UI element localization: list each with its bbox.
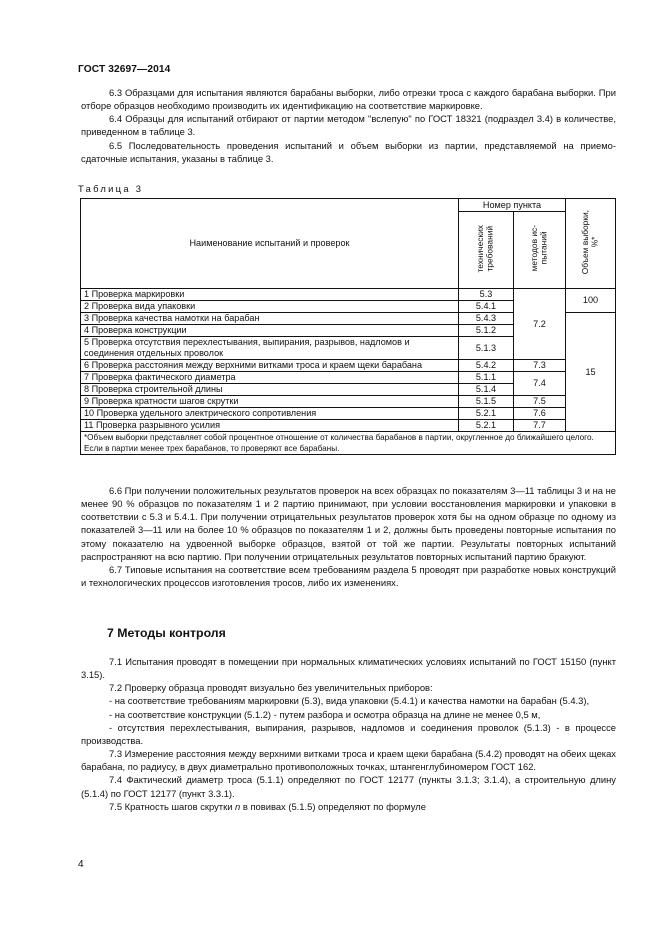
row-req: 5.4.1 [459,301,514,313]
row-name: 3 Проверка качества намотки на барабан [81,313,459,325]
paragraph-6-5: 6.5 Последовательность проведения испытаний и объем выборки из партии, представляемой на приемо-сдаточные испытания, указаны в таблице 3. [81,139,616,164]
page-number: 4 [78,859,84,870]
table-caption: Таблица 3 [78,183,144,194]
row-name: 1 Проверка маркировки [81,289,459,301]
row-name: 6 Проверка расстояния между верхними витками троса и краем щеки барабана [81,360,459,372]
row-req: 5.1.2 [459,325,514,337]
row-req: 5.1.1 [459,372,514,384]
row-name: 4 Проверка конструкции [81,325,459,337]
document-header: ГОСТ 32697—2014 [78,64,171,75]
row-method: 7.4 [514,372,566,396]
header-name-cell: Наименование испытаний и проверок [81,199,459,289]
paragraph-6-4: 6.4 Образцы для испытаний отбирают от партии методом "вслепую" по ГОСТ 18321 (подраздел 3.4) в количестве, приведенном в таблице 3. [81,113,616,138]
row-req: 5.1.5 [459,396,514,408]
table-row [81,420,616,432]
paragraph-6-6: 6.6 При получении положительных результатов проверок на всех образцах по показателям 3—11 таблицы 3 и на не менее 90 % образцов по показателям 1 и 2 партию принимают, при условии восстановления маркировки и упаковки в соответствии с 5.3 и 5.4.1. При получении отрицательных результатов проверок хотя бы на одном образце по одному из показателей 3—11 или на более 10 % образцов по показателям 1 и 2, должны быть проведены повторные испытания по этому показателю на удвоенной выборке образцов, взятой от той же партии. Результаты повторных испытаний распространяют на всю партию. При получении отрицательных результатов повторных испытаний партию бракуют. [81,485,616,562]
header-method-label: методов ис- пытаний [528,225,549,272]
header-req-label: технических требований [475,224,495,273]
row-name: 5 Проверка отсутствия перехлестывания, выпирания, разрывов, надломов и соединения отдельных проволок [81,337,459,360]
table-footnote: *Объем выборки представляет собой процентное отношение от количества барабанов в партии, округленное до ближайшего целого. Если в партии менее трех барабанов, то проверяют все барабаны. [81,432,616,455]
row-req: 5.3 [459,289,514,301]
paragraph-7-5 [81,800,616,813]
header-volume-label: Объем выборки, %* [579,209,600,275]
row-name: 8 Проверка строительной длины [81,384,459,396]
row-name: 11 Проверка разрывного усилия [81,420,459,432]
row-req: 5.4.2 [459,360,514,372]
row-volume: 15 [566,313,616,432]
paragraph-7-1: 7.1 Испытания проводят в помещении при нормальных климатических условиях испытаний по ГОСТ 15150 (пункт 3.15). [81,656,616,681]
row-method: 7.7 [514,420,566,432]
row-name: 10 Проверка удельного электрического сопротивления [81,408,459,420]
row-name: 7 Проверка фактического диаметра [81,372,459,384]
header-method-cell [514,212,566,289]
list-item-defects: - отсутствия перехлестывания, выпирания, разрывов, надломов и соединения проволок (5.1.3) - в процессе производства. [81,721,616,746]
list-item-construction: - на соответствие конструкции (5.1.2) - путем разбора и осмотра образца на длине не менее 0,5 м, [109,708,541,720]
bottom-text-block [81,655,616,813]
table-row [81,372,616,384]
paragraph-6-7: 6.7 Типовые испытания на соответствие всем требованиям раздела 5 проводят при разработке новых конструкций и технологических процессов изготовления тросов, либо их изменениях. [81,563,616,589]
table-row [81,360,616,372]
table-3 [80,198,616,455]
row-name: 9 Проверка кратности шагов скрутки [81,396,459,408]
row-method: 7.5 [514,396,566,408]
top-text-block [81,86,616,165]
row-method: 7.3 [514,360,566,372]
table-row [81,396,616,408]
paragraph-7-5-end: в повивах (5.1.5) определяют по формуле [240,800,426,812]
table-note-row [81,432,616,455]
list-item-marking: - на соответствие требованиям маркировки (5.3), вида упаковки (5.4.1) и качества намотки на барабан (5.4.3), [109,695,590,707]
section-title: 7 Методы контроля [107,626,226,640]
mid-text-block [81,484,616,589]
paragraph-7-2: 7.2 Проверку образца проводят визуально без увеличительных приборов: [109,682,433,694]
row-req: 5.1.4 [459,384,514,396]
paragraph-7-5-start: 7.5 Кратность шагов скрутки [109,800,236,812]
header-req-cell [459,212,514,289]
header-volume-cell [566,199,616,289]
row-method: 7.2 [514,289,566,360]
row-method: 7.6 [514,408,566,420]
row-req: 5.1.3 [459,337,514,360]
row-volume: 100 [566,289,616,313]
table-row [81,289,616,301]
paragraph-6-3: 6.3 Образцами для испытания являются барабаны выборки, либо отрезки троса с каждого барабана выборки. При отборе образцов необходимо производить их идентификацию на соответствие маркировке. [81,87,616,112]
paragraph-7-4: 7.4 Фактический диаметр троса (5.1.1) определяют по ГОСТ 12177 (пункты 3.1.3; 3.1.4), а строительную длину (5.1.4) по ГОСТ 12177 (пункт 3.3.1). [81,774,616,799]
paragraph-7-3: 7.3 Измерение расстояния между верхними витками троса и краем щеки барабана (5.4.2) проводят на обеих щеках барабана, по радиусу, в двух диаметрально противоположных точках, штангенглубиномером ГОСТ 162. [81,748,616,773]
row-req: 5.4.3 [459,313,514,325]
table-header-row [81,199,616,212]
row-name: 2 Проверка вида упаковки [81,301,459,313]
variable-n: n [235,800,241,812]
row-req: 5.2.1 [459,420,514,432]
row-req: 5.2.1 [459,408,514,420]
table-row [81,408,616,420]
header-group-cell: Номер пункта [459,199,566,212]
